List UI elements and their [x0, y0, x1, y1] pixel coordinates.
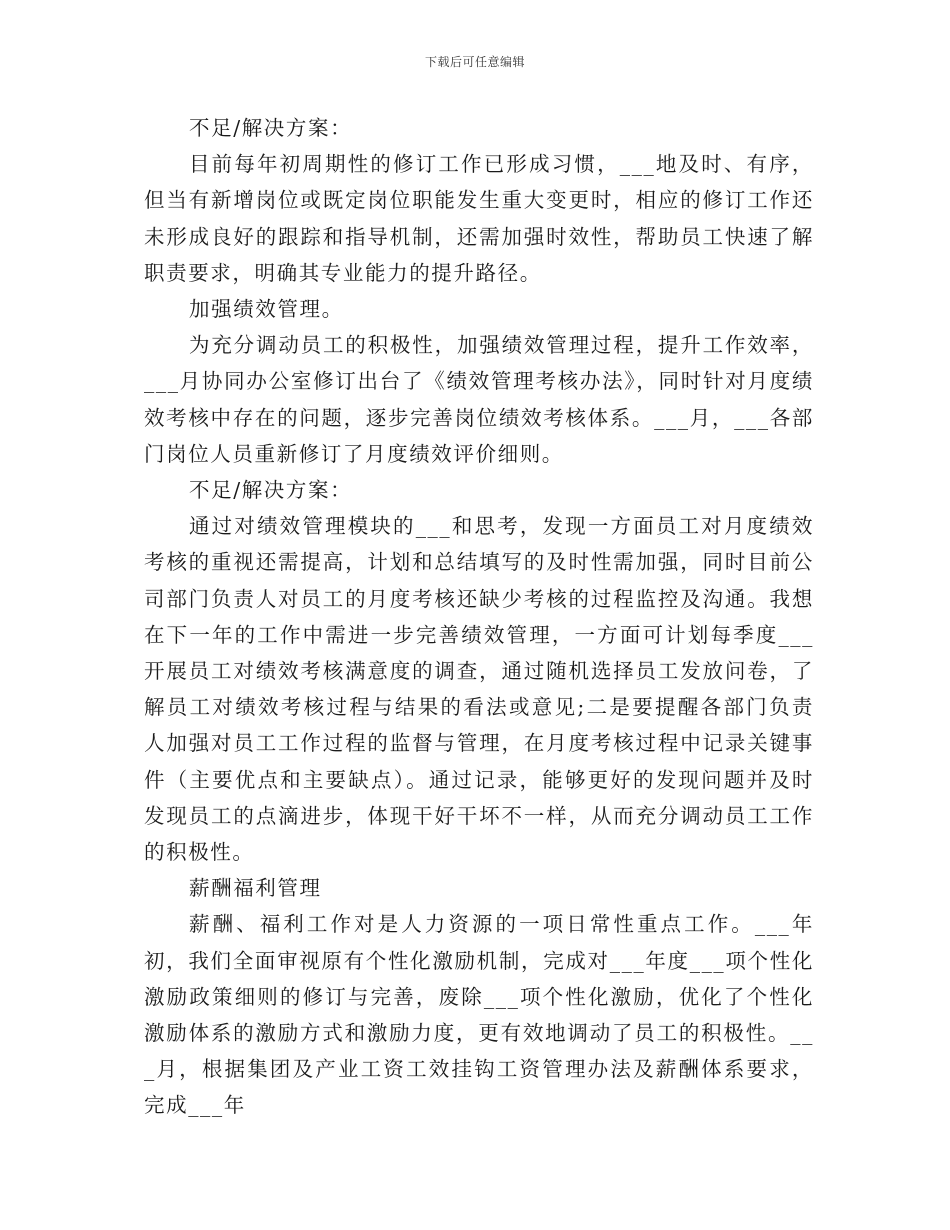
- paragraph-shortcoming-heading-1: 不足/解决方案：: [189, 116, 353, 140]
- paragraph-compensation-work: 薪酬、福利工作对是人力资源的一项日常性重点工作。___年初，我们全面审视原有个性化激励机制，完成对___年度___项个性化激励政策细则的修订与完善，废除___项个性化激励，优化了个性化激励体系的激励方式和激励力度，更有效地调动了员工的积极性。___月，根据集团及产业工资工效挂钩工资管理办法及薪酬体系要求，完成___年: [144, 912, 814, 1118]
- paragraph-shortcoming-heading-2: 不足/解决方案：: [189, 478, 353, 503]
- paragraph-compensation-heading: 薪酬福利管理: [189, 876, 322, 901]
- paragraph-performance-measures: 为充分调动员工的积极性，加强绩效管理过程，提升工作效率，___月协同办公室修订出台了《绩效管理考核办法》，同时针对月度绩效考核中存在的问题，逐步完善岗位绩效考核体系。___月，___各部门岗位人员重新修订了月度绩效评价细则。: [144, 333, 814, 466]
- paragraph-performance-improvement: 通过对绩效管理模块的___和思考，发现一方面员工对月度绩效考核的重视还需提高，计划和总结填写的及时性需加强，同时目前公司部门负责人对员工的月度考核还缺少考核的过程监控及沟通。我想在下一年的工作中需进一步完善绩效管理，一方面可计划每季度___开展员工对绩效考核满意度的调查，通过随机选择员工发放问卷，了解员工对绩效考核过程与结果的看法或意见;二是要提醒各部门负责人加强对员工工作过程的监督与管理，在月度考核过程中记录关键事件（主要优点和主要缺点）。通过记录，能够更好的发现问题并及时发现员工的点滴进步，体现干好干坏不一样，从而充分调动员工工作的积极性。: [144, 514, 814, 865]
- paragraph-revision-habit: 目前每年初周期性的修订工作已形成习惯，___地及时、有序，但当有新增岗位或既定岗位职能发生重大变更时，相应的修订工作还未形成良好的跟踪和指导机制，还需加强时效性，帮助员工快速了解职责要求，明确其专业能力的提升路径。: [144, 152, 814, 285]
- paragraph-performance-heading: 加强绩效管理。: [189, 297, 344, 322]
- header-note: 下载后可任意编辑: [424, 55, 525, 69]
- document-body: [144, 110, 814, 1124]
